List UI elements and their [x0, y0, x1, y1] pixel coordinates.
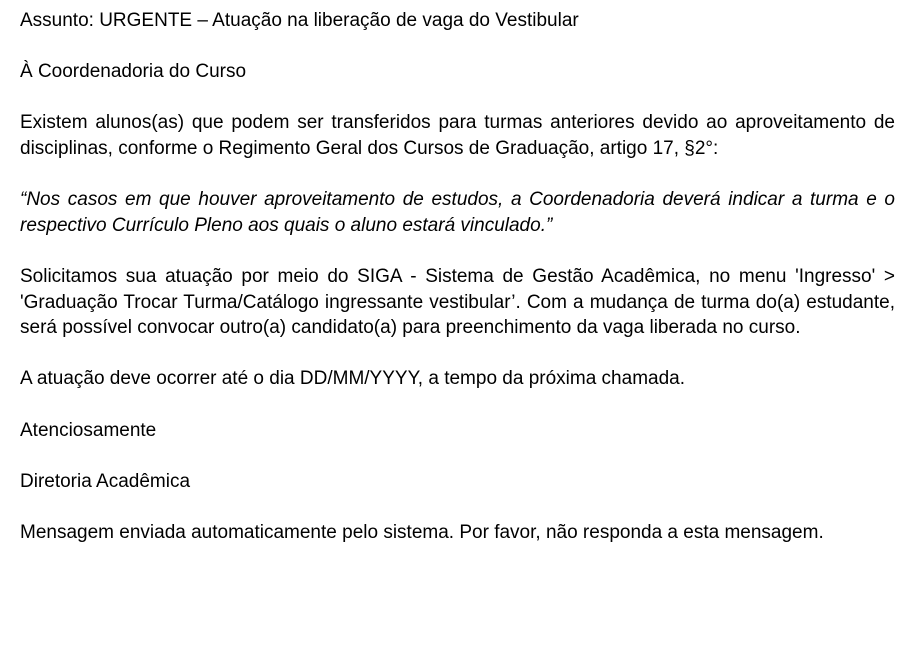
email-salutation: À Coordenadoria do Curso	[20, 61, 247, 83]
email-regiment-quote: “Nos casos em que houver aproveitamento de estudos, a Coordenadoria deverá indicar a turma e o respectivo Currículo Pleno aos quais o aluno estará vinculado.”	[20, 189, 895, 236]
email-footer-note: Mensagem enviada automaticamente pelo sistema. Por favor, não responda a esta mensagem.	[20, 521, 824, 543]
email-document	[20, 8, 895, 545]
email-paragraph-regiment: Existem alunos(as) que podem ser transferidos para turmas anteriores devido ao aproveitamento de disciplinas, conforme o Regimento Geral dos Cursos de Graduação, artigo 17, §2°:	[20, 112, 895, 159]
email-paragraph-request: Solicitamos sua atuação por meio do SIGA - Sistema de Gestão Acadêmica, no menu 'Ingresso' > 'Graduação Trocar Turma/Catálogo ingressante vestibular’. Com a mudança de turma do(a) estudante, será possível convocar outro(a) candidato(a) para preenchimento da vaga liberada no curso.	[20, 265, 895, 339]
email-subject: Assunto: URGENTE – Atuação na liberação de vaga do Vestibular	[20, 10, 579, 31]
email-deadline: A atuação deve ocorrer até o dia DD/MM/YYYY, a tempo da próxima chamada.	[20, 368, 685, 390]
email-closing: Atenciosamente	[20, 419, 157, 441]
email-signature: Diretoria Acadêmica	[20, 470, 191, 492]
